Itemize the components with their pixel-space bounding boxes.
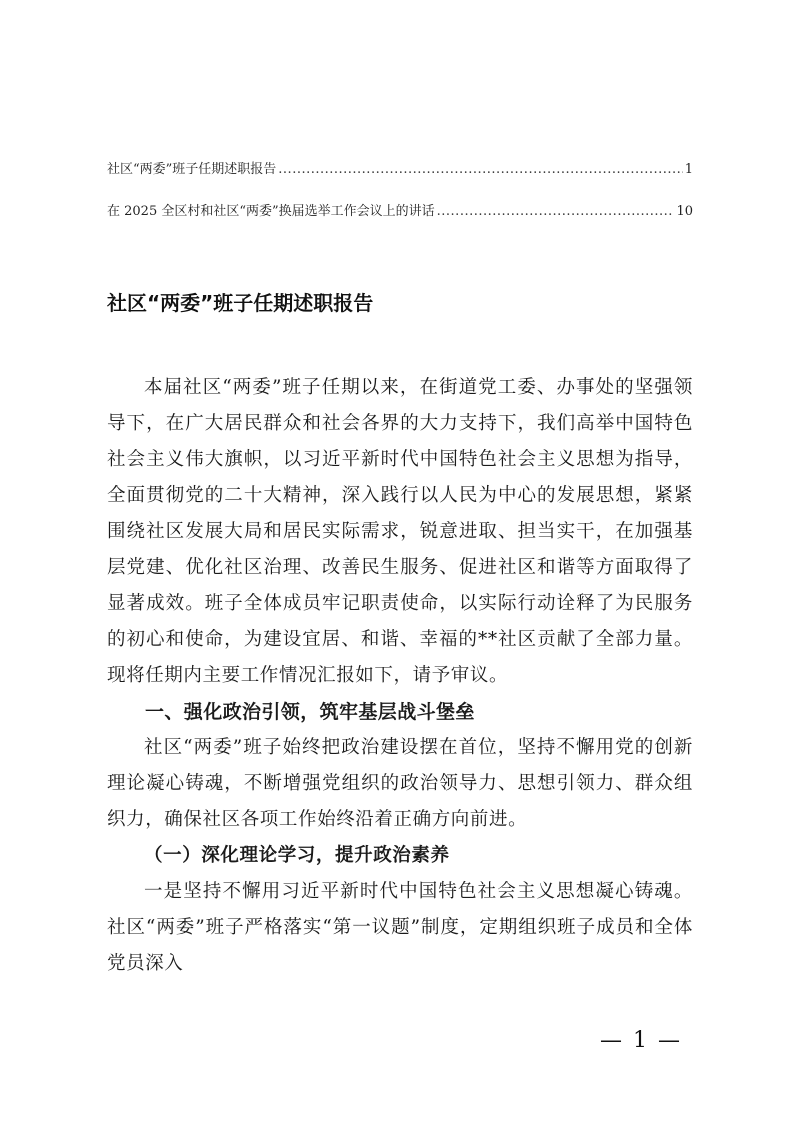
page-number: — 1 — — [600, 1028, 682, 1053]
toc-entry-page: 1 — [684, 162, 693, 177]
intro-paragraph: 本届社区“两委”班子任期以来，在街道党工委、办事处的坚强领导下，在广大居民群众和社会各界的大力支持下，我们高举中国特色社会主义伟大旗帜，以习近平新时代中国特色社会主义思想为指导，全面贯彻党的二十大精神，深入践行以人民为中心的发展思想，紧紧围绕社区发展大局和居民实际需求，锐意进取、担当实干，在加强基层党建、优化社区治理、改善民生服务、促进社区和谐等方面取得了显著成效。班子全体成员牢记职责使命，以实际行动诠释了为民服务的初心和使命，为建设宜居、和谐、幸福的**社区贡献了全部力量。现将任期内主要工作情况汇报如下，请予审议。 — [107, 377, 693, 686]
section-paragraph: 社区“两委”班子始终把政治建设摆在首位，坚持不懈用党的创新理论凝心铸魂，不断增强党组织的政治领导力、思想引领力、群众组织力，确保社区各项工作始终沿着正确方向前进。 — [107, 737, 693, 830]
document-body — [107, 370, 693, 982]
document-title: 社区“两委”班子任期述职报告 — [107, 291, 374, 315]
subsection-paragraph: 一是坚持不懈用习近平新时代中国特色社会主义思想凝心铸魂。社区“两委”班子严格落实“第一议题”制度，定期组织班子成员和全体党员深入 — [107, 881, 693, 974]
toc-entry-title: 社区“两委”班子任期述职报告 — [107, 162, 277, 177]
toc-entry-title: 在 2025 全区村和社区“两委”换届选举工作会议上的讲话 — [107, 204, 435, 219]
section-heading: 一、强化政治引领，筑牢基层战斗堡垒 — [145, 701, 475, 723]
toc-entry[interactable] — [107, 202, 693, 222]
toc-leader-dots — [437, 202, 675, 222]
toc-entry[interactable] — [107, 160, 693, 180]
toc-entry-page: 10 — [676, 204, 693, 219]
subsection-heading: （一）深化理论学习，提升政治素养 — [144, 845, 450, 866]
toc-leader-dots — [278, 160, 682, 180]
